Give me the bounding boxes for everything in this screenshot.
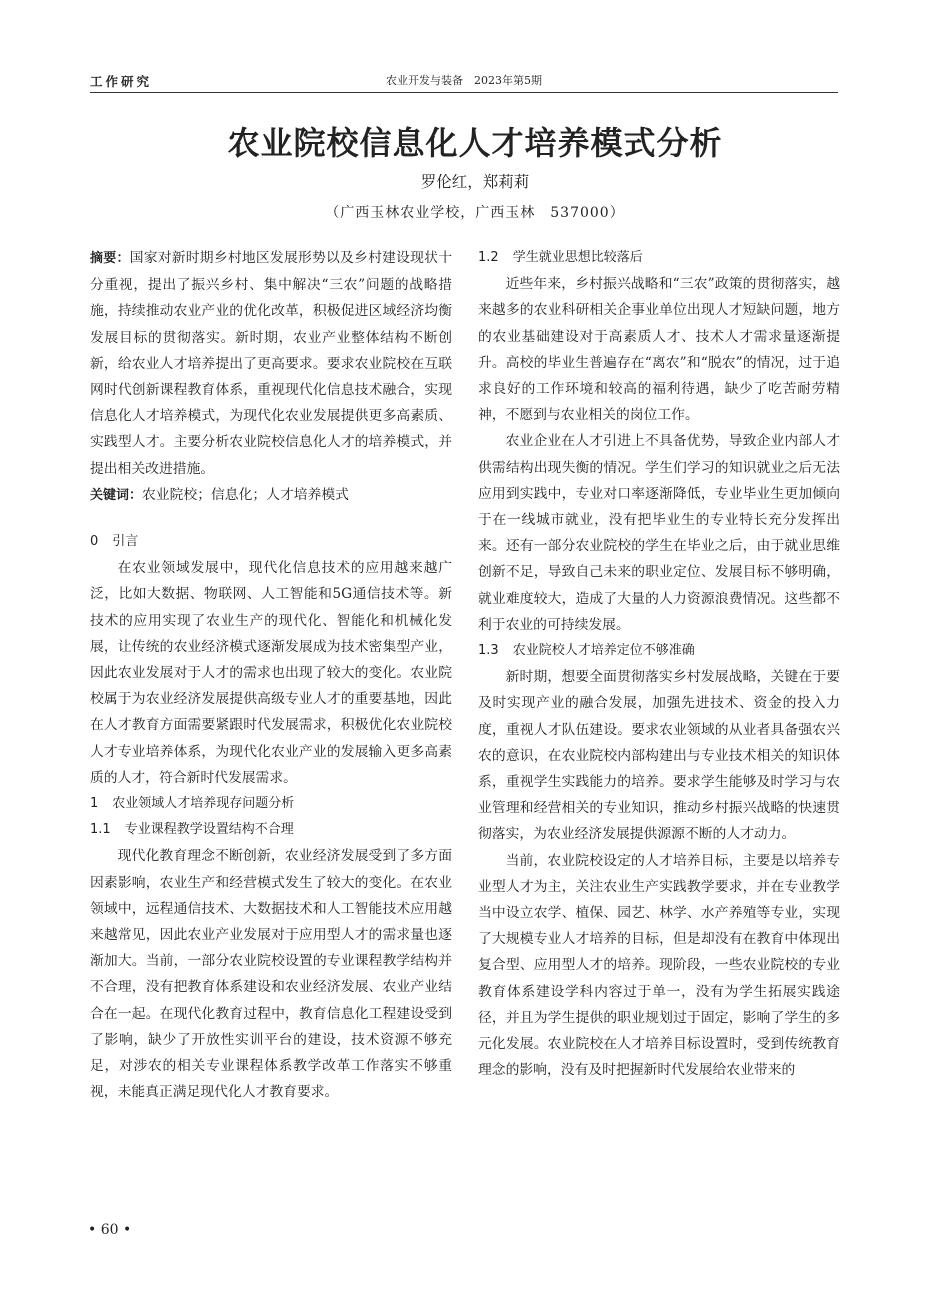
left-column — [90, 245, 452, 1106]
abstract-text: 国家对新时期乡村地区发展形势以及乡村建设现状十分重视，提出了振兴乡村、集中解决“三农”问题的战略措施，持续推动农业产业的优化改革，积极促进区域经济均衡发展目标的贯彻落实。新时期，农业产业整体结构不断创新，给农业人才培养提出了更高要求。要求农业院校在互联网时代创新课程教育体系，重视现代化信息技术融合，实现信息化人才培养模式，为现代化农业发展提供更多高素质、实践型人才。主要分析农业院校信息化人才的培养模式，并提出相关改进措施。 — [90, 250, 452, 477]
section-number: 0 — [90, 534, 99, 550]
section-heading-1 — [90, 791, 452, 817]
spacer — [90, 509, 452, 529]
section-title: 专业课程教学设置结构不合理 — [124, 822, 294, 838]
header-journal-info: 农业开发与装备 2023年第5期 — [386, 74, 542, 87]
section-title: 农业院校人才培养定位不够准确 — [512, 643, 695, 659]
intro-paragraph: 在农业领域发展中，现代化信息技术的应用越来越广泛，比如大数据、物联网、人工智能和5G通信技术等。新技术的应用实现了农业生产的现代化、智能化和机械化发展，让传统的农业经济模式逐渐发展成为技术密集型产业，因此农业发展对于人才的需求也出现了较大的变化。农业院校属于为农业经济发展提供高级专业人才的重要基地，因此在人才教育方面需要紧跟时代发展需求，积极优化农业院校人才专业培养体系，为现代化农业产业的发展输入更多高素质的人才，符合新时代发展需求。 — [90, 560, 452, 786]
article-title: 农业院校信息化人才培养模式分析 — [227, 124, 723, 162]
section-heading-1-2 — [478, 245, 840, 271]
keywords-label: 关键词： — [90, 487, 143, 503]
section-number: 1.1 — [90, 822, 111, 838]
section-number: 1.3 — [478, 643, 499, 659]
section-title: 学生就业思想比较落后 — [512, 250, 643, 265]
right-column — [478, 245, 840, 1084]
keywords-text: 农业院校；信息化；人才培养模式 — [142, 486, 349, 503]
section-title: 农业领域人才培养现存问题分析 — [112, 796, 295, 812]
running-header — [90, 70, 838, 93]
section-title: 引言 — [112, 534, 139, 550]
section-heading-1-1 — [90, 817, 452, 843]
body-paragraph: 新时期，想要全面贯彻落实乡村发展战略，关键在于要及时实现产业的融合发展，加强先进技术、资金的投入力度，重视人才队伍建设。要求农业领域的从业者具备强农兴农的意识，在农业院校内部构建出与专业技术相关的知识体系，重视学生实践能力的培养。要求学生能够及时学习与农业管理和经营相关的专业知识，推动乡村振兴战略的快速贯彻落实，为农业经济发展提供源源不断的人才动力。 — [478, 669, 840, 843]
body-paragraph: 现代化教育理念不断创新，农业经济发展受到了多方面因素影响，农业生产和经营模式发生了较大的变化。在农业领域中，远程通信技术、大数据技术和人工智能技术应用越来越常见，因此农业产业发展对于应用型人才的需求量也逐渐加大。当前，一部分农业院校设置的专业课程教学结构并不合理，没有把教育体系建设和农业经济发展、农业产业结合在一起。在现代化教育过程中，教育信息化工程建设受到了影响，缺少了开放性实训平台的建设，技术资源不够充足，对涉农的相关专业课程体系教学改革工作落实不够重视，未能真正满足现代化人才教育要求。 — [90, 848, 452, 1101]
page-number: • 60 • — [88, 1222, 132, 1238]
keywords — [90, 482, 452, 509]
section-number: 1 — [90, 796, 99, 812]
section-heading-1-3 — [478, 638, 840, 664]
body-paragraph: 当前，农业院校设定的人才培养目标，主要是以培养专业型人才为主，关注农业生产实践教学要求，并在专业教学当中设立农学、植保、园艺、林学、水产养殖等专业，实现了大规模专业人才培养的目标，但是却没有在教育中体现出复合型、应用型人才的培养。现阶段，一些农业院校的专业教育体系建设学科内容过于单一，没有为学生拓展实践途径，并且为学生提供的职业规划过于固定，影响了学生的多元化发展。农业院校在人才培养目标设置时，受到传统教育理念的影响，没有及时把握新时代发展给农业带来的 — [478, 852, 840, 1079]
body-paragraph: 农业企业在人才引进上不具备优势，导致企业内部人才供需结构出现失衡的情况。学生们学习的知识就业之后无法应用到实践中，专业对口率逐渐降低，专业毕业生更加倾向于在一线城市就业，没有把毕业生的专业特长充分发挥出来。还有一部分农业院校的学生在毕业之后，由于就业思维创新不足，导致自己未来的职业定位、发展目标不够明确，就业难度较大，造成了大量的人力资源浪费情况。这些都不利于农业的可持续发展。 — [478, 433, 840, 633]
section-number: 1.2 — [478, 250, 499, 265]
article-authors: 罗伦红，郑莉莉 — [420, 173, 530, 191]
header-section-label: 工作研究 — [90, 74, 153, 89]
section-heading-0 — [90, 529, 452, 555]
abstract — [90, 245, 452, 482]
article-affiliation: （广西玉林农业学校，广西玉林 537000） — [325, 205, 625, 221]
abstract-label: 摘要： — [90, 251, 130, 266]
body-paragraph: 近些年来，乡村振兴战略和“三农”政策的贯彻落实，越来越多的农业科研相关企事业单位出现人才短缺问题，地方的农业基础建设对于高素质人才、技术人才需求量逐渐提升。高校的毕业生普遍存在“离农”和“脱农”的情况，过于追求良好的工作环境和较高的福利待遇，缺少了吃苦耐劳精神，不愿到与农业相关的岗位工作。 — [478, 276, 840, 424]
